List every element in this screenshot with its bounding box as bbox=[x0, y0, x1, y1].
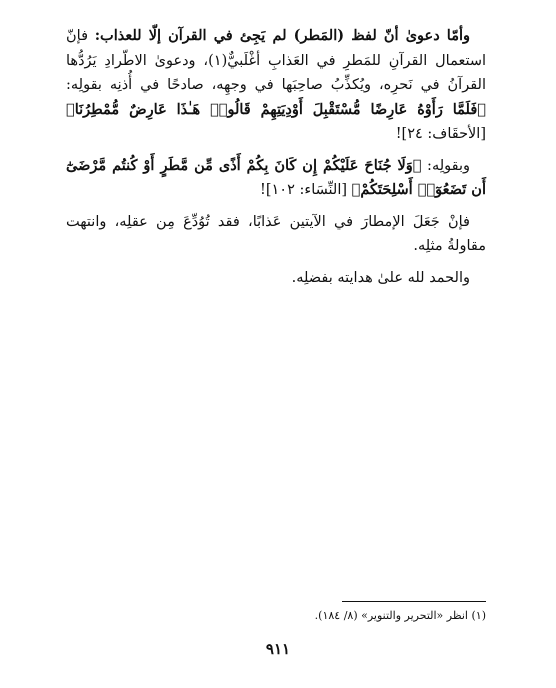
paragraph-text: فإنْ جَعَلَ الإمطارَ في الآيتين عَذابًا، فقد تُوُدِّعَ مِن عقلِه، وانتهت مقاولةُ مثلِه. bbox=[66, 213, 486, 254]
quran-verse: ﴿فَلَمَّا رَأَوْهُ عَارِضًا مُّسْتَقْبِلَ أَوْدِيَتِهِمْ قَالُوا۟ هَـٰذَا عَارِضٌ مُّمْطِرُنَا﴾ bbox=[66, 100, 486, 118]
footnote: (١) انظر «التحرير والتنوير» (٨/ ١٨٤). bbox=[314, 609, 486, 622]
paragraph-closing bbox=[66, 266, 486, 291]
paragraph-text: وبقولِه: bbox=[421, 157, 470, 174]
page-number: ٩١١ bbox=[265, 640, 291, 658]
paragraph-text: فإنّ استعمال القرآنِ للمَطرِ في العَذابِ أغْلَبيٌّ(١)، ودعوىٰ الاطّرادِ يَرُدُّها القرآنُ في نَحرِه، ويُكذِّبُ صاحِبَها في وجهِه، صادحًا في أُذنِه بقولِه: bbox=[66, 28, 486, 93]
footnote-divider bbox=[342, 601, 486, 602]
paragraph-conclusion bbox=[66, 210, 486, 259]
verse-reference: [النِّسَاء: ١٠٢]! bbox=[260, 182, 352, 198]
paragraph-text: والحمد لله علىٰ هدايته بفضلِه. bbox=[291, 269, 470, 286]
body-text bbox=[66, 24, 486, 297]
paragraph-second-verse bbox=[66, 154, 486, 203]
bold-lead: وأمّا دعوىٰ أنّ لفظ (المَطر) لم يَجِئ في القرآن إلّا للعذاب: bbox=[94, 27, 471, 44]
paragraph-rain-claim bbox=[66, 24, 486, 147]
quran-verse: ﴿وَلَا جُنَاحَ عَلَيْكُمْ إِن كَانَ بِكُمْ أَذًى مِّن مَّطَرٍ أَوْ كُنتُم مَّرْضَىٰٓ أَن تَضَعُوٓا۟ أَسْلِحَتَكُمْ﴾ bbox=[66, 156, 486, 198]
verse-reference: [الأحقَاف: ٢٤]! bbox=[395, 126, 486, 142]
